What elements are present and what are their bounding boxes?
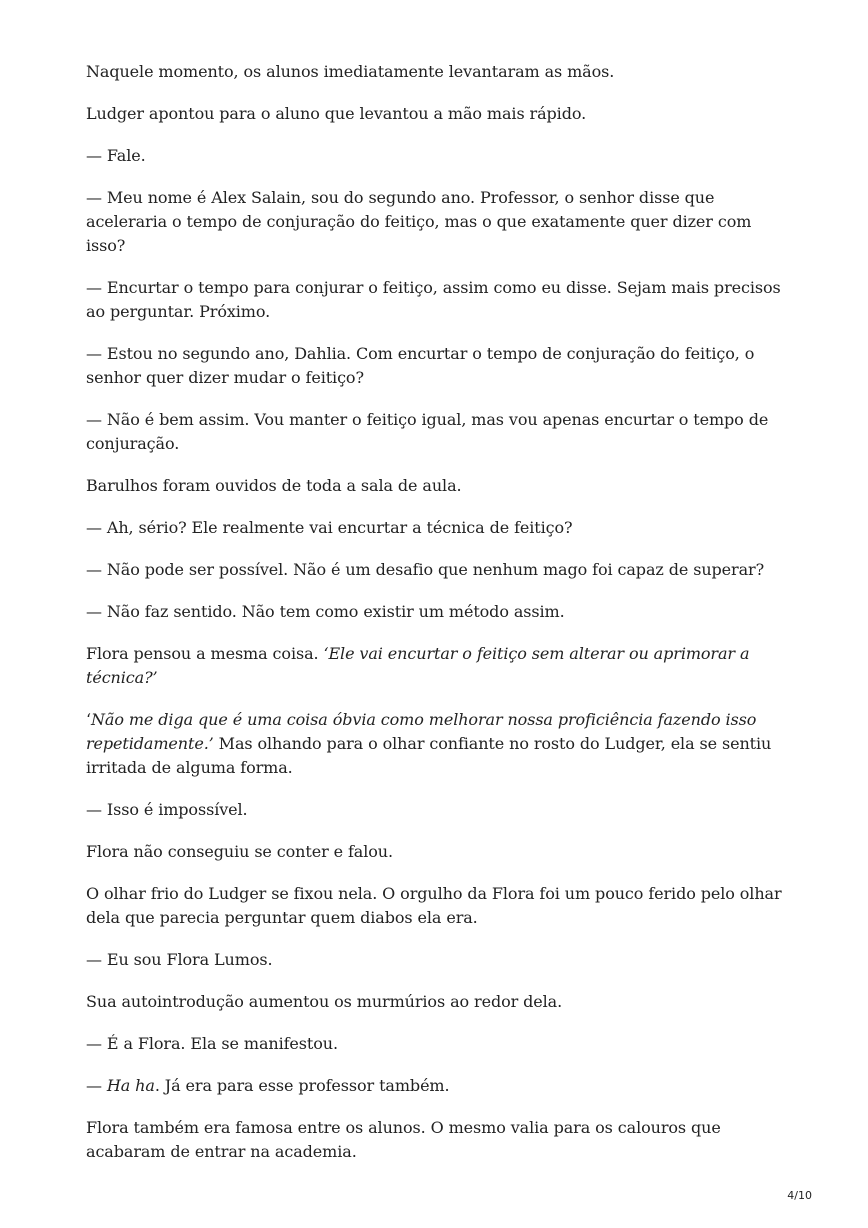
text-run: Mas olhando para o olhar confiante no rosto do Ludger, ela se sentiu irritada de alguma forma. — [86, 734, 772, 777]
paragraph — [86, 144, 786, 168]
text-run: O olhar frio do Ludger se fixou nela. O orgulho da Flora foi um pouco ferido pelo olhar dela que parecia perguntar quem diabos ela era. — [86, 884, 782, 927]
paragraph — [86, 102, 786, 126]
text-run: — Não faz sentido. Não tem como existir um método assim. — [86, 602, 565, 621]
paragraph — [86, 558, 786, 582]
paragraph — [86, 342, 786, 390]
text-run: — Fale. — [86, 146, 146, 165]
text-run: Barulhos foram ouvidos de toda a sala de aula. — [86, 476, 462, 495]
paragraph — [86, 708, 786, 780]
text-run: — Isso é impossível. — [86, 800, 248, 819]
text-run: Sua autointrodução aumentou os murmúrios ao redor dela. — [86, 992, 563, 1011]
italic-text: Não me diga que é uma coisa óbvia como melhorar nossa proficiência fazendo isso repetidamente.’ — [86, 710, 757, 753]
paragraph — [86, 1116, 786, 1164]
paragraph — [86, 840, 786, 864]
italic-text: Ha ha — [106, 1076, 155, 1095]
italic-text: ‘Ele vai encurtar o feitiço sem alterar ou aprimorar a técnica?’ — [86, 644, 750, 687]
paragraph — [86, 186, 786, 258]
text-run: — Meu nome é Alex Salain, sou do segundo ano. Professor, o senhor disse que aceleraria o tempo de conjuração do feitiço, mas o que exatamente quer dizer com isso? — [86, 188, 752, 255]
paragraph — [86, 642, 786, 690]
paragraph — [86, 600, 786, 624]
paragraph — [86, 60, 786, 84]
paragraph — [86, 990, 786, 1014]
document-page — [86, 60, 786, 1182]
paragraph — [86, 1032, 786, 1056]
paragraph — [86, 1074, 786, 1098]
page-number: 4/10 — [787, 1189, 812, 1202]
paragraph — [86, 882, 786, 930]
text-run: . Já era para esse professor também. — [154, 1076, 450, 1095]
text-run: — Não pode ser possível. Não é um desafio que nenhum mago foi capaz de superar? — [86, 560, 765, 579]
text-run: Flora também era famosa entre os alunos. O mesmo valia para os calouros que acabaram de entrar na academia. — [86, 1118, 721, 1161]
paragraph — [86, 408, 786, 456]
text-run: Flora pensou a mesma coisa. — [86, 644, 324, 663]
text-run: — Não é bem assim. Vou manter o feitiço igual, mas vou apenas encurtar o tempo de conjuração. — [86, 410, 769, 453]
text-run: — — [86, 1076, 107, 1095]
text-run: — Estou no segundo ano, Dahlia. Com encurtar o tempo de conjuração do feitiço, o senhor quer dizer mudar o feitiço? — [86, 344, 755, 387]
paragraph — [86, 798, 786, 822]
text-run: — É a Flora. Ela se manifestou. — [86, 1034, 338, 1053]
text-run: Flora não conseguiu se conter e falou. — [86, 842, 393, 861]
text-run: Ludger apontou para o aluno que levantou a mão mais rápido. — [86, 104, 587, 123]
paragraph — [86, 276, 786, 324]
text-run: — Encurtar o tempo para conjurar o feitiço, assim como eu disse. Sejam mais precisos ao perguntar. Próximo. — [86, 278, 781, 321]
paragraph — [86, 948, 786, 972]
text-run: ‘ — [86, 710, 91, 729]
paragraph — [86, 474, 786, 498]
paragraph — [86, 516, 786, 540]
text-run: Naquele momento, os alunos imediatamente levantaram as mãos. — [86, 62, 615, 81]
text-run: — Eu sou Flora Lumos. — [86, 950, 273, 969]
text-run: — Ah, sério? Ele realmente vai encurtar a técnica de feitiço? — [86, 518, 573, 537]
